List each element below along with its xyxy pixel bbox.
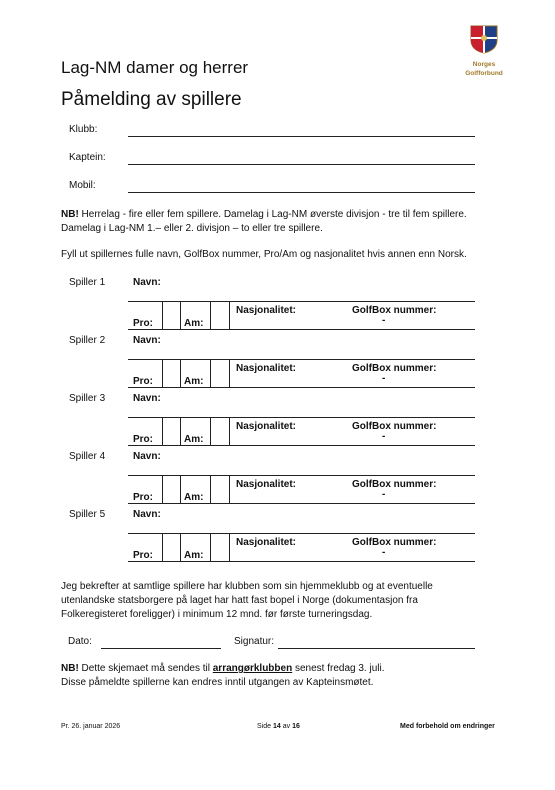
am-label: Am:	[184, 318, 204, 329]
confirmation	[61, 580, 501, 622]
player-label: Spiller 3	[69, 393, 106, 404]
pro-checkbox[interactable]	[163, 534, 180, 561]
captain-label: Kaptein:	[69, 152, 106, 163]
golfbox-value: -	[382, 431, 386, 442]
am-checkbox[interactable]	[211, 534, 229, 561]
row-bottom-line	[128, 329, 475, 330]
name-label: Navn:	[133, 451, 161, 462]
pro-box-right	[180, 417, 181, 445]
confirmation-line2: utenlandske statsborgere på laget har hatt fast bopel i Norge (dokumentasjon fra	[61, 595, 418, 606]
am-label: Am:	[184, 376, 204, 387]
golfbox-label: GolfBox nummer:	[352, 305, 437, 316]
am-box-right	[229, 359, 230, 387]
footer-page	[257, 723, 300, 730]
player-label: Spiller 1	[69, 277, 106, 288]
golfbox-value: -	[382, 547, 386, 558]
mobile-label: Mobil:	[69, 180, 96, 191]
page-title: Lag-NM damer og herrer	[61, 58, 249, 77]
am-checkbox[interactable]	[211, 360, 229, 387]
footer-note-nb: NB!	[61, 663, 79, 674]
mobile-field[interactable]	[128, 192, 475, 193]
page-current: 14	[272, 723, 281, 730]
am-box-right	[229, 475, 230, 503]
logo-text-1: Norges	[472, 61, 496, 68]
am-label: Am:	[184, 492, 204, 503]
pro-checkbox[interactable]	[163, 476, 180, 503]
footer-disclaimer: Med forbehold om endringer	[400, 723, 495, 730]
nationality-label: Nasjonalitet:	[236, 537, 297, 548]
row-bottom-line	[128, 561, 475, 562]
row-bottom-line	[128, 503, 475, 504]
am-checkbox[interactable]	[211, 418, 229, 445]
confirmation-line1: Jeg bekrefter at samtlige spillere har klubben som sin hjemmeklubb og at eventuelle	[61, 581, 433, 592]
am-box-right	[229, 301, 230, 329]
signature-label: Signatur:	[234, 636, 275, 647]
golfbox-label: GolfBox nummer:	[352, 363, 437, 374]
golfbox-label: GolfBox nummer:	[352, 421, 437, 432]
pro-box-right	[180, 301, 181, 329]
golfbox-label: GolfBox nummer:	[352, 479, 437, 490]
player-label: Spiller 2	[69, 335, 106, 346]
footer-note-after: senest fredag 3. juli.	[292, 663, 385, 674]
notice-line1: Herrelag - fire eller fem spillere. Damelag i Lag-NM øverste divisjon - tre til fem spillere.	[78, 209, 467, 220]
notice-line2: Damelag i Lag-NM 1.– eller 2. divisjon – to eller tre spillere.	[61, 223, 323, 234]
club-label: Klubb:	[69, 124, 98, 135]
golfbox-value: -	[382, 489, 386, 500]
signature-field[interactable]	[278, 648, 475, 649]
page-subtitle: Påmelding av spillere	[61, 89, 242, 110]
player-label: Spiller 4	[69, 451, 106, 462]
pro-label: Pro:	[133, 318, 153, 329]
pro-box-right	[180, 359, 181, 387]
am-box-right	[229, 417, 230, 445]
pro-box-right	[180, 533, 181, 561]
name-label: Navn:	[133, 277, 161, 288]
pro-checkbox[interactable]	[163, 360, 180, 387]
nationality-label: Nasjonalitet:	[236, 479, 297, 490]
logo-text-2: Golfforbund	[465, 70, 503, 77]
row-bottom-line	[128, 387, 475, 388]
notice	[61, 208, 541, 236]
date-field[interactable]	[101, 648, 221, 649]
notice-nb: NB!	[61, 209, 79, 220]
row-bottom-line	[128, 445, 475, 446]
am-box-right	[229, 533, 230, 561]
name-label: Navn:	[133, 393, 161, 404]
pro-box-right	[180, 475, 181, 503]
footer-note-before: Dette skjemaet må sendes til	[78, 663, 213, 674]
am-checkbox[interactable]	[211, 476, 229, 503]
name-label: Navn:	[133, 335, 161, 346]
confirmation-line3: Folkeregisteret foreligger) i minimum 12 mnd. før første turneringsdag.	[61, 609, 373, 620]
pro-label: Pro:	[133, 376, 153, 387]
am-checkbox[interactable]	[211, 302, 229, 329]
nationality-label: Nasjonalitet:	[236, 363, 297, 374]
pro-checkbox[interactable]	[163, 418, 180, 445]
pro-label: Pro:	[133, 492, 153, 503]
page-mid: av	[280, 723, 293, 730]
footer-date: Pr. 26. januar 2026	[61, 723, 121, 730]
pro-label: Pro:	[133, 434, 153, 445]
am-label: Am:	[184, 550, 204, 561]
player-label: Spiller 5	[69, 509, 106, 520]
pro-checkbox[interactable]	[163, 302, 180, 329]
footer-note	[61, 662, 501, 690]
captain-field[interactable]	[128, 164, 475, 165]
date-label: Dato:	[68, 636, 92, 647]
organizer-club-link[interactable]: arrangørklubben	[212, 663, 293, 674]
nationality-label: Nasjonalitet:	[236, 421, 297, 432]
pro-label: Pro:	[133, 550, 153, 561]
am-label: Am:	[184, 434, 204, 445]
golfbox-label: GolfBox nummer:	[352, 537, 437, 548]
club-field[interactable]	[128, 136, 475, 137]
instruction: Fyll ut spillernes fulle navn, GolfBox nummer, Pro/Am og nasjonalitet hvis annen enn Norsk.	[61, 249, 467, 260]
nationality-label: Nasjonalitet:	[236, 305, 297, 316]
golfbox-value: -	[382, 373, 386, 384]
logo	[462, 24, 506, 77]
golfbox-value: -	[382, 315, 386, 326]
page-total: 16	[292, 723, 300, 730]
footer-note-line2: Disse påmeldte spillerne kan endres inntil utgangen av Kapteinsmøtet.	[61, 677, 374, 688]
golf-federation-crest-icon	[469, 24, 499, 54]
page-prefix: Side	[257, 723, 273, 730]
name-label: Navn:	[133, 509, 161, 520]
